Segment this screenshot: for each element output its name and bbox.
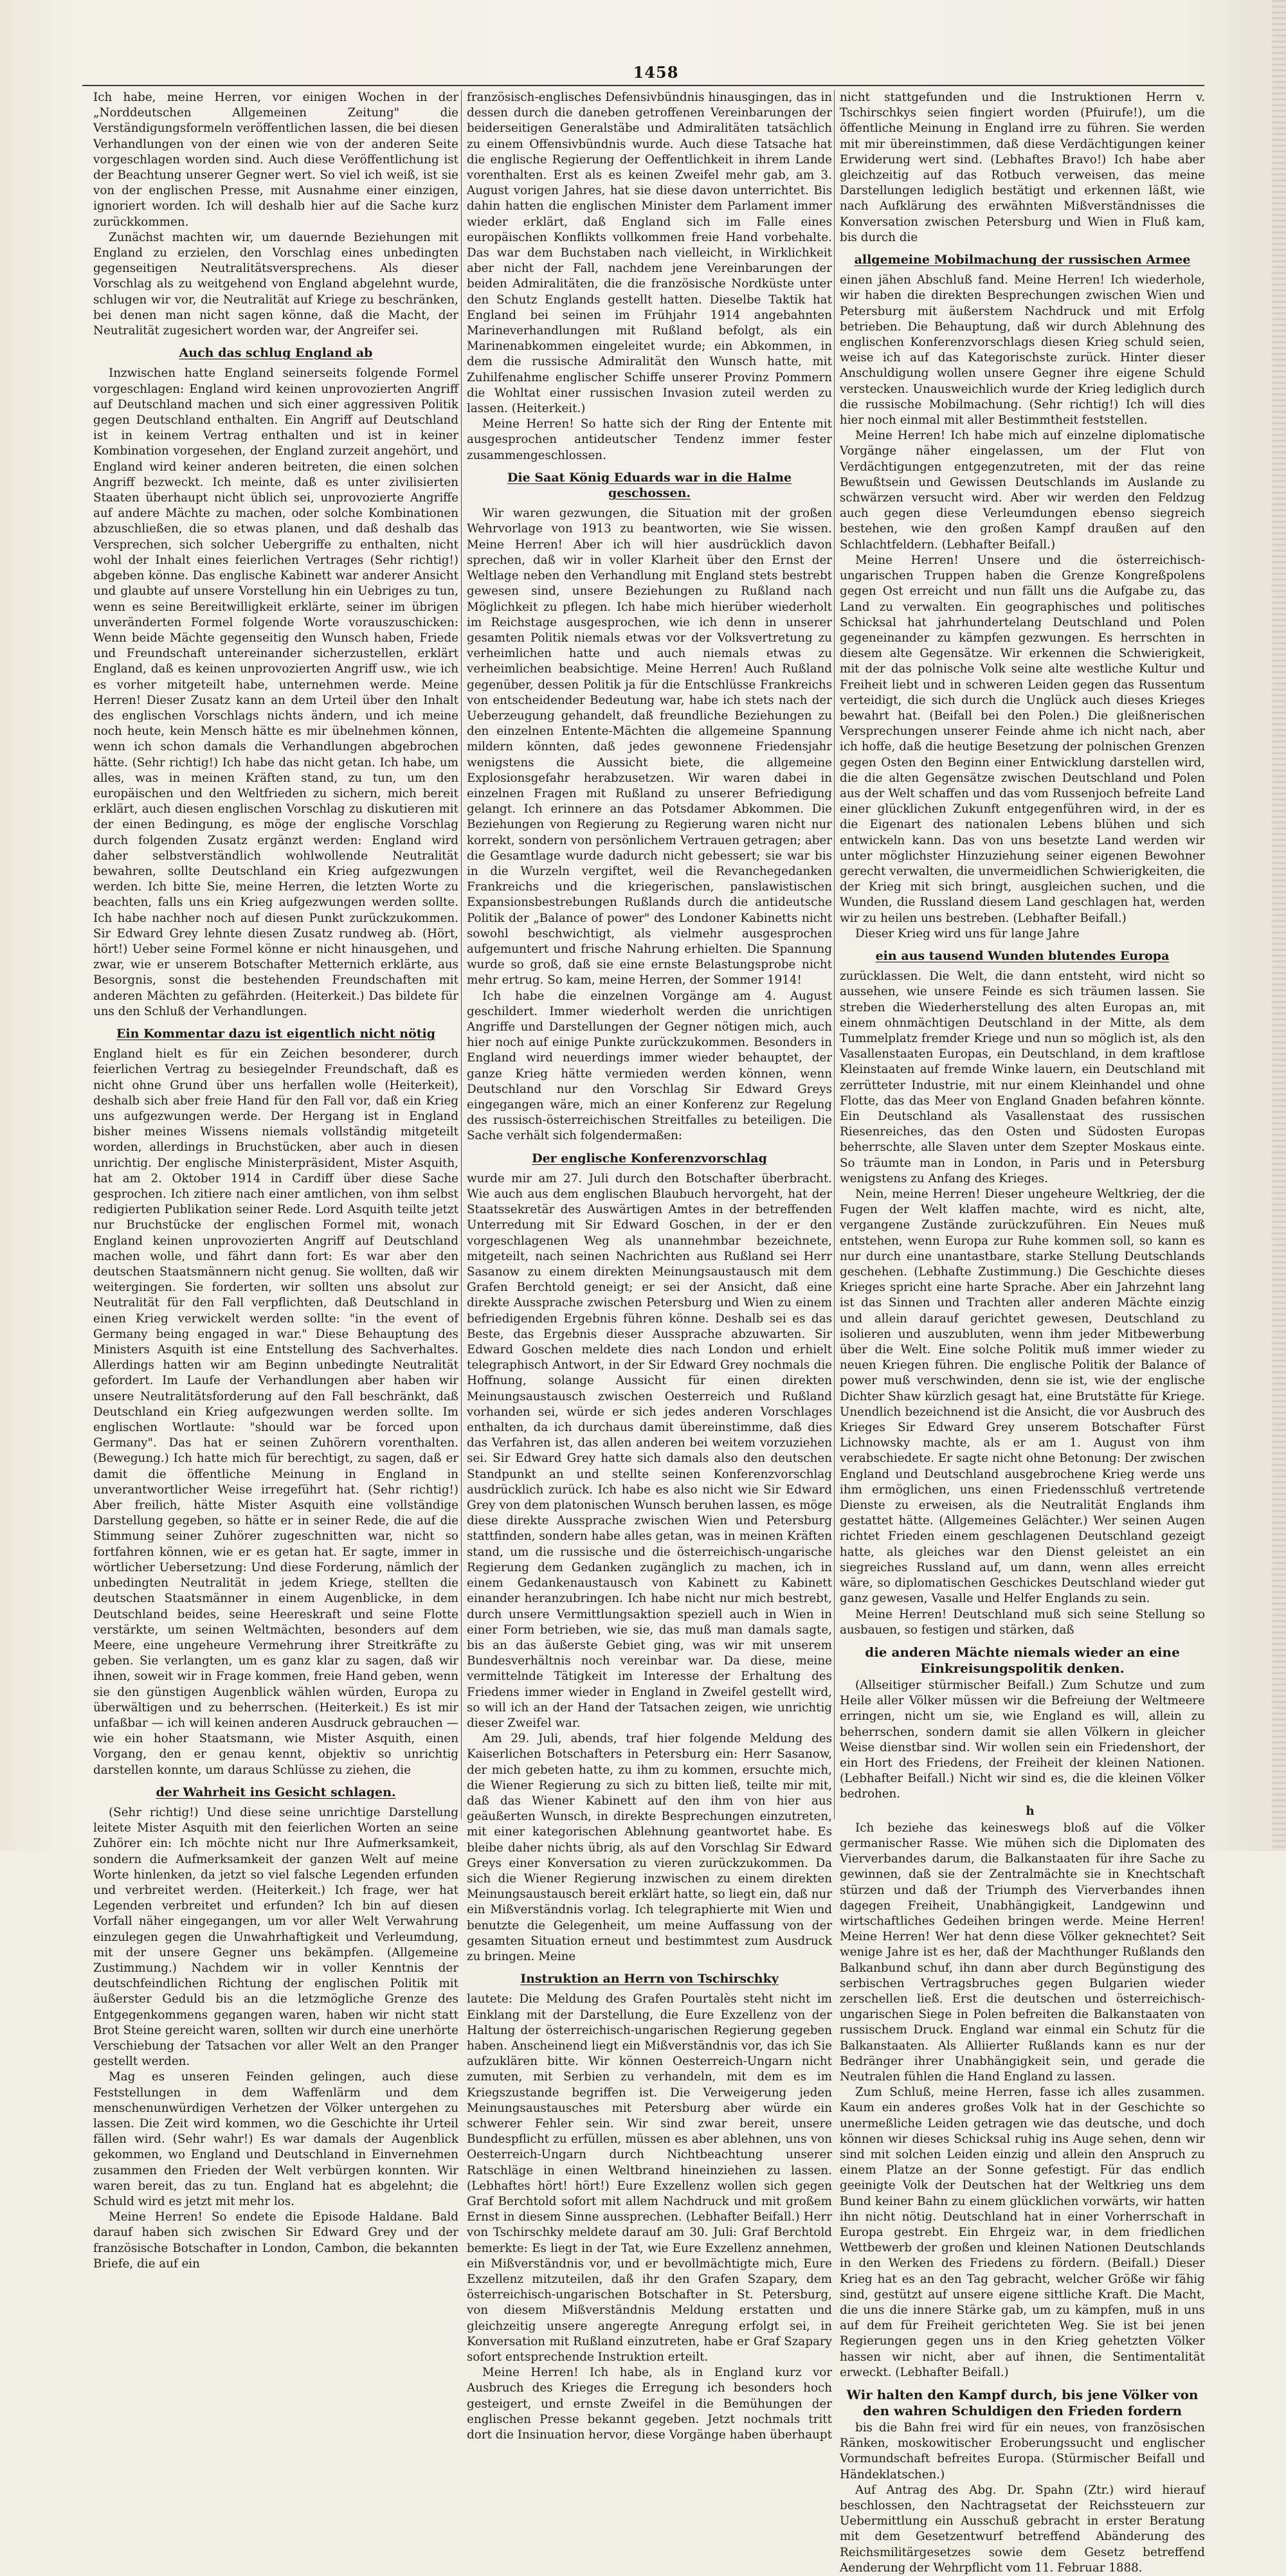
paragraph: französisch-englisches Defensivbündnis hinausgingen, das in dessen durch die daneben getroffenen Vereinbarungen der beiderseitigen Generalstäbe und Admiralitäten tatsächlich zu einem Offensivbündnis wurde. Auch diese Tatsache hat die englische Regierung der Oeffentlichkeit in ihrem Lande vorenthalten. Erst als es keinen Zweifel mehr gab, am 3. August vorigen Jahres, hat sie diese davon unterrichtet. Bis dahin hatten die englischen Minister dem Parlament immer wieder erklärt, daß England sich im Falle eines europäischen Konflikts vollkommen freie Hand vorbehalte. Das war dem Buchstaben nach vielleicht, in Wirklichkeit aber nicht der Fall, nachdem jene Vereinbarungen der beiden Admiralitäten, die die französische Nordküste unter den Schutz Englands gestellt hatten. Dieselbe Taktik hat England bei seinen im Frühjahr 1914 angebahnten Marineverhandlungen mit Rußland befolgt, als ein Marinenabkommen eingeleitet wurde; ein Abkommen, in dem die russische Admiralität den Wunsch hatte, mit Zuhilfenahme englischer Schiffe unserer Provinz Pommern die Wohltat einer russischen Invasion zuteil werden zu lassen. (Heiterkeit.) bbox=[467, 91, 832, 416]
paragraph: Ich beziehe das keineswegs bloß auf die Völker germanischer Rasse. Wie mühen sich die Diplomaten des Vierverbandes darum, die Balkanstaaten für ihre Sache zu gewinnen, daß sie der Zentralmächte sie in Knechtschaft stürzen und daß der Triumph des Vierverbandes ihnen dagegen Freiheit, Unabhängigkeit, Landgewinn und wirtschaftliches Gedeihen bringen werde. Meine Herren! Meine Herren! Wer hat denn diese Völker geknechtet? Seit wenige Jahre ist es her, daß der Machthunger Rußlands den Balkanbund schuf, ihn dann aber durch Begünstigung des serbischen Vertragsbruches gegen Bulgarien wieder zerschellen ließ. Erst die deutschen und österreichisch-ungarischen Siege in Polen befreiten die Balkanstaaten von russischem Druck. England war einmal ein Schutz für die Balkanstaaten. Als Alliierter Rußlands kann es nur der Bedränger ihrer Unabhängigkeit sein, und gerade die Neutralen fühlen die Hand England zu lassen. bbox=[840, 1821, 1205, 2084]
separator-mark: h bbox=[1026, 1804, 1035, 1818]
paragraph: (Allseitiger stürmischer Beifall.) Zum Schutze und zum Heile aller Völker müssen wir die Befreiung der Weltmeere erringen, nicht um sie, wie England es will, allein zu beherrschen, sondern damit sie allen Völkern in gleicher Weise dienstbar sind. Wir wollen sein ein Friedenshort, der ein Hort des Friedens, der Freiheit der kleinen Nationen. (Lebhafter Beifall.) Nicht wir sind es, die die kleinen Völker bedrohen. bbox=[840, 1678, 1205, 1801]
column-divider bbox=[834, 90, 835, 1819]
section-heading: Ein Kommentar dazu ist eigentlich nicht nötig bbox=[116, 1026, 436, 1041]
paragraph: England hielt es für ein Zeichen besonderer, durch feierlichen Vertrag zu besiegelnder Freundschaft, daß es nicht ohne Grund über uns herfallen wolle (Heiterkeit), deshalb sich aber freie Hand für den Fall vor, daß ein Krieg uns aufgezwungen werde. Der Hergang ist in England bisher meines Wissens niemals vollständig mitgeteilt worden, allerdings in Bruchstücken, aber auch in diesen unrichtig. Der englische Ministerpräsident, Mister Asquith, hat am 2. Oktober 1914 in Cardiff über diese Sache gesprochen. Ich zitiere nach einer amtlichen, von ihm selbst redigierten Publikation seiner Rede. Lord Asquith teilte jetzt nur Bruchstücke der englischen Formel mit, wonach England keinen unprovozierten Angriff auf Deutschland machen wolle, und fährt dann fort: Es war aber den deutschen Staatsmännern nicht genug. Sie wollten, daß wir weitergingen. Sie forderten, wir sollten uns absolut zur Neutralität für den Fall verpflichten, daß Deutschland in einen Krieg verwickelt werden sollte: "in the event of Germany being engaged in war." Diese Behauptung des Ministers Asquith ist eine Entstellung des Sachverhaltes. Allerdings hatten wir am Beginn unbedingte Neutralität gefordert. Im Laufe der Verhandlungen aber haben wir unsere Neutralitätsforderung auf den Fall beschränkt, daß Deutschland ein Krieg aufgezwungen werden sollte. Im englischen Wortlaute: "should war be forced upon Germany". Das hat er seinen Zuhörern vorenthalten. (Bewegung.) Ich hatte mich für berechtigt, zu sagen, daß er damit die öffentliche Meinung in England in unverantwortlicher Weise irregeführt hat. (Sehr richtig!) Aber freilich, hätte Mister Asquith eine vollständige Darstellung gegeben, so hätte er in seiner Rede, die auf die Stimmung seiner Zuhörer zugeschnitten war, nicht so fortfahren können, wie er es getan hat. Er sagte, immer in wörtlicher Uebersetzung: Und diese Forderung, nämlich der unbedingten Neutralität in jedem Kriege, stellten die deutschen Staatsmänner in einem Augenblicke, in dem Deutschland beides, seine Heereskraft und seine Flotte verstärkte, um seinen Weltmächten, besonders auf dem Meere, eine ungeheure Vermehrung ihrer Streitkräfte zu geben. Sie verlangten, um es ganz klar zu sagen, daß wir ihnen, soweit wir in Frage kommen, freie Hand geben, wenn sie den günstigen Augenblick wählen würden, Europa zu überwältigen und zu beherrschen. (Heiterkeit.) Es ist mir unfaßbar — ich will keinen anderen Ausdruck gebrauchen — wie ein hoher Staatsmann, wie Mister Asquith, einen Vorgang, den er genau kennt, objektiv so unrichtig darstellen konnte, um daraus Schlüsse zu ziehen, die bbox=[93, 1047, 458, 1777]
paragraph: Nein, meine Herren! Dieser ungeheure Weltkrieg, der die Fugen der Welt klaffen machte, wird es nicht, alte, vergangene Zustände zurückzuführen. Ein Neues muß entstehen, wenn Europa zur Ruhe kommen soll, so kann es nur durch eine unantastbare, starke Stellung Deutschlands geschehen. (Lebhafte Zustimmung.) Die Geschichte dieses Krieges spricht eine harte Sprache. Aber ein Jahrzehnt lang ist das Sinnen und Trachten aller anderen Mächte einzig und allein darauf gerichtet gewesen, Deutschland zu isolieren und auszubluten, wenn ihm jeder Mitbewerbung über die Welt. Eine solche Politik muß immer wieder zu neuen Kriegen führen. Die englische Politik der Balance of power muß verschwinden, denn sie ist, wie der englische Dichter Shaw kürzlich gesagt hat, eine Brutstätte für Kriege. Unendlich bezeichnend ist die Ansicht, die vor Ausbruch des Krieges Sir Edward Grey unserem Botschafter Fürst Lichnowsky machte, als er am 1. August von ihm verabschiedete. Er sagte nicht ohne Betonung: Der zwischen England und Deutschland ausgebrochene Krieg werde uns ihm ermöglichen, uns einen Friedensschluß vertretende Dienste zu erweisen, als die Neutralität Englands ihm gestattet hätte. (Allgemeines Gelächter.) Wer seinen Augen richtet Frieden einem geschlagenen Deutschland gezeigt hatte, als gleiches war den Dienst geleistet an ein siegreiches Russland auf, um dann, wenn alles erreicht wäre, so diplomatischen Geschickes Deutschland wieder gut ganz gewesen, Vasalle und Helfer Englands zu sein. bbox=[840, 1187, 1205, 1606]
section-heading: Instruktion an Herrn von Tschirschky bbox=[520, 1972, 779, 1986]
paragraph: Meine Herren! Ich habe, als in England kurz vor Ausbruch des Krieges die Erregung ich besonders hoch gesteigert, und ernste Zweifel in die Bemühungen der englischen Presse bekannt gegeben. Jetzt nochmals tritt dort die Insinuation hervor, diese Vorgänge haben überhaupt bbox=[467, 2366, 832, 2442]
page-number: 1458 bbox=[633, 63, 679, 82]
major-heading: die anderen Mächte niemals wieder an eine Einkreisungspolitik denken. bbox=[865, 1644, 1180, 1676]
section-heading: Der englische Konferenzvorschlag bbox=[532, 1151, 767, 1166]
paragraph: Am 29. Juli, abends, traf hier folgende Meldung des Kaiserlichen Botschafters in Petersburg ein: Herr Sasanow, der mich gebeten hatte, zu ihm zu kommen, ersuchte mich, die Wiener Regierung zu sich zu bitten ließ, teilte mir mit, daß das Wiener Kabinett auf den ihm von hier aus geäußerten Wunsch, in direkte Besprechungen einzutreten, mit einer kategorischen Ablehnung geantwortet habe. Es bleibe daher nichts übrig, als auf den Vorschlag Sir Edward Greys einer Konversation zu vieren zurückzukommen. Da sich die Wiener Regierung inzwischen zu einem direkten Meinungsaustausch bereit erklärt hatte, so liegt ein, daß nur ein Mißverständnis vorlag. Ich telegraphierte mit Wien und benutzte die Gelegenheit, um meine Auffassung von der gesamten Situation erneut und bestimmtest zum Ausdruck zu bringen. Meine bbox=[467, 1732, 832, 1963]
column-divider bbox=[461, 90, 462, 1819]
adjacent-page-edge bbox=[1272, 0, 1286, 1851]
paragraph: Ich habe die einzelnen Vorgänge am 4. August geschildert. Immer wiederholt werden die unrichtigen Angriffe und Darstellungen der Gegner nötigen mich, auch hier noch auf einige Punkte zurückzukommen. Besonders in England wird neuerdings immer wieder behauptet, der ganze Krieg hätte vermieden werden können, wenn Deutschland nur den Vorschlag Sir Edward Greys eingegangen wäre, mich an einer Konferenz zur Regelung des russisch-österreichischen Streitfalles zu beteiligen. Die Sache verhält sich folgendermaßen: bbox=[467, 989, 832, 1143]
paragraph: lautete: Die Meldung des Grafen Pourtalès steht nicht im Einklang mit der Darstellung, die Eure Exzellenz von der Haltung der österreichisch-ungarischen Regierung gegeben haben. Anscheinend liegt ein Mißverständnis vor, das ich Sie aufzuklären bitte. Wir können Oesterreich-Ungarn nicht zumuten, mit Serbien zu verhandeln, mit dem es im Kriegszustande begriffen ist. Die Verweigerung jeden Meinungsaustausches mit Petersburg aber würde ein schwerer Fehler sein. Wir sind zwar bereit, unsere Bundespflicht zu erfüllen, müssen es aber ablehnen, uns von Oesterreich-Ungarn durch Nichtbeachtung unserer Ratschläge in einen Weltbrand hineinziehen zu lassen. (Lebhaftes hört! hört!) Eure Exzellenz wollen sich gegen Graf Berchtold sofort mit allem Nachdruck und mit großem Ernst in diesem Sinne aussprechen. (Lebhafter Beifall.) Herr von Tschirschky meldete darauf am 30. Juli: Graf Berchtold bemerkte: Es liegt in der Tat, wie Eure Exzellenz annehmen, ein Mißverständnis vor, und er bevollmächtigte mich, Eure Exzellenz mitzuteilen, daß ihr den Grafen Szapary, dem österreichisch-ungarischen Botschafter in St. Petersburg, von diesem Mißverständnis Meldung erstatten und gleichzeitig unsere angeregte Anregung erfolgt sei, in Konversation mit Rußland einzutreten, habe er Graf Szapary sofort entsprechende Instruktion erteilt. bbox=[467, 1992, 832, 2364]
paragraph: wurde mir am 27. Juli durch den Botschafter überbracht. Wie auch aus dem englischen Blaubuch hervorgeht, hat der Staatssekretär des Auswärtigen Amtes in der betreffenden Unterredung mit Sir Edward Goschen, in der er den vorgeschlagenen Weg als unannehmbar bezeichnete, mitgeteilt, nach seinen Nachrichten aus Rußland sei Herr Sasanow zu einem direkten Meinungsaustausch mit dem Grafen Berchtold geneigt; er sei der Ansicht, daß eine direkte Aussprache zwischen Petersburg und Wien zu einem befriedigenden Ergebnis führen könne. Deshalb sei es das Beste, das Ergebnis dieser Aussprache abzuwarten. Sir Edward Goschen meldete dies nach London und erhielt telegraphisch Antwort, in der Sir Edward Grey nochmals die Hoffnung, solange Aussicht für einen direkten Meinungsaustausch zwischen Oesterreich und Rußland vorhanden sei, würde er sich jedes anderen Vorschlages enthalten, da ich durchaus damit übereinstimme, daß dies das Verfahren ist, das allen anderen bei weitem vorzuziehen sei. Sir Edward Grey hatte sich damals also den deutschen Standpunkt an und stellte seinen Konferenzvorschlag ausdrücklich zurück. Ich habe es also nicht wie Sir Edward Grey von dem platonischen Wunsch beruhen lassen, es möge diese direkte Aussprache zwischen Wien und Petersburg stattfinden, sondern habe alles getan, was in meinen Kräften stand, um die russische und die österreichisch-ungarische Regierung dem Gedanken zugänglich zu machen, ich in einem Gedankenaustausch von Kabinett zu Kabinett einander heranzubringen. Ich habe nicht nur mich bestrebt, durch unsere Vermittlungsaktion speziell auch in Wien in einer Form betrieben, wie sie, das muß man damals sagte, bis an das äußerste Gebiet ging, was wir mit unserem Bundesverhältnis noch vereinbar war. Da diese, meine vermittelnde Tätigkeit im Interesse der Erhaltung des Friedens immer wieder in England in Zweifel gestellt wird, so will ich an der Hand der Tatsachen zeigen, wie unrichtig dieser Zweifel war. bbox=[467, 1171, 832, 1730]
column-3 bbox=[840, 90, 1205, 2575]
paragraph: einen jähen Abschluß fand. Meine Herren! Ich wiederhole, wir haben die direkten Besprechungen zwischen Wien und Petersburg mit äußerstem Nachdruck und mit Erfolg betrieben. Die Behauptung, daß wir durch Ablehnung des englischen Konferenzvorschlags diesen Krieg schuld seien, weise ich auf das Kategorischste zurück. Hinter dieser Anschuldigung wollen unsere Gegner ihre eigene Schuld verstecken. Unausweichlich wurde der Krieg lediglich durch die russische Mobilmachung. (Sehr richtig!) Ich will dies hier noch einmal mit aller Bestimmtheit feststellen. bbox=[840, 273, 1205, 428]
paragraph: bis die Bahn frei wird für ein neues, von französischen Ränken, moskowitischer Eroberungssucht und englischer Vormundschaft befreites Europa. (Stürmischer Beifall und Händeklatschen.) bbox=[840, 2421, 1205, 2481]
paragraph: Meine Herren! Deutschland muß sich seine Stellung so ausbauen, so festigen und stärken, daß bbox=[840, 1607, 1205, 1637]
paragraph: Meine Herren! Ich habe mich auf einzelne diplomatische Vorgänge näher eingelassen, um der Flut von Verdächtigungen entgegenzutreten, mit der das reine Bewußtsein und Gewissen Deutschlands im Auslande zu schwärzen versucht wird. Aber wir werden den Feldzug auch gegen diese Verleumdungen ebenso siegreich bestehen, wie den großen Kampf draußen auf den Schlachtfeldern. (Lebhafter Beifall.) bbox=[840, 429, 1205, 552]
section-heading: Die Saat König Eduards war in die Halme geschossen. bbox=[507, 470, 792, 501]
column-2 bbox=[467, 90, 832, 2442]
paragraph: Auf Antrag des Abg. Dr. Spahn (Ztr.) wird hierauf beschlossen, den Nachtragsetat der Reichssteuern zur Uebermittlung ein Ausschuß gebracht in erster Beratung mit dem Gesetzentwurf betreffend Abänderung des Reichsmilitärgesetzes sowie dem Gesetz betreffend Aenderung der Wehrpflicht vom 11. Februar 1888. bbox=[840, 2483, 1205, 2575]
paragraph: Dieser Krieg wird uns für lange Jahre bbox=[855, 926, 1080, 941]
major-heading: Wir halten den Kampf durch, bis jene Völker von den wahren Schuldigen den Frieden fordern bbox=[846, 2387, 1199, 2419]
paragraph: Meine Herren! So endete die Episode Haldane. Bald darauf haben sich zwischen Sir Edward Grey und der französische Botschafter in London, Cambon, die bekannten Briefe, die auf ein bbox=[93, 2210, 458, 2271]
section-heading: Auch das schlug England ab bbox=[179, 346, 373, 361]
paragraph: Wir waren gezwungen, die Situation mit der großen Wehrvorlage von 1913 zu beantworten, wie Sie wissen. Meine Herren! Aber ich will hier ausdrücklich davon sprechen, daß wir in voller Klarheit über den Ernst der Weltlage neben den Verhandlung mit England stets bestrebt gewesen sind, unsere Beziehungen zu Rußland nach Möglichkeit zu pflegen. Ich habe mich hierüber wiederholt im Reichstage ausgesprochen, wie ich denn in unserer gesamten Politik niemals etwas vor der Volksvertretung zu verheimlichen hatte und auch niemals etwas zu verheimlichen beabsichtige. Meine Herren! Auch Rußland gegenüber, dessen Politik ja für die Entschlüsse Frankreichs von entscheidender Bedeutung war, habe ich stets nach der Ueberzeugung gehandelt, daß freundliche Beziehungen zu den einzelnen Entente-Mächten die allgemeine Spannung mildern könnten, daß jedes gewonnene Friedensjahr wenigstens die Aussicht biete, die allgemeine Explosionsgefahr herabzusetzen. Wir waren dabei in einzelnen Fragen mit Rußland zu unserer Befriedigung gelangt. Ich erinnere an das Potsdamer Abkommen. Die Beziehungen von Regierung zu Regierung waren nicht nur korrekt, sondern von persönlichem Vertrauen getragen; aber die Gesamtlage wurde dadurch nicht gebessert; sie war bis in die Wurzeln vergiftet, weil die Revanchegedanken Frankreichs und die kriegerischen, panslawistischen Expansionsbestrebungen Rußlands durch die antideutsche Politik der „Balance of power" des Londoner Kabinetts nicht sowohl beschwichtigt, als vielmehr ausgesprochen aufgemuntert und frische Nahrung erhielten. Die Spannung wurde so groß, daß sie eine ernste Belastungsprobe nicht mehr ertrug. So kam, meine Herren, der Sommer 1914! bbox=[467, 507, 832, 987]
paragraph: Ich habe, meine Herren, vor einigen Wochen in der „Norddeutschen Allgemeinen Zeitung" die Verständigungsformeln veröffentlichen lassen, die bei diesen Verhandlungen von der einen wie von der anderen Seite vorgeschlagen worden sind. Auch diese Veröffentlichung ist der Beachtung unserer Gegner wert. So viel ich weiß, ist sie von der englischen Presse, mit Ausnahme einer einzigen, ignoriert worden. Ich will deshalb hier auf die Sache kurz zurückkommen. bbox=[93, 91, 458, 229]
paragraph: nicht stattgefunden und die Instruktionen Herrn v. Tschirschkys seien fingiert worden (Pfuirufe!), um die öffentliche Meinung in England irre zu führen. Sie werden mit mir übereinstimmen, daß diese Verdächtigungen keiner Erwiderung wert sind. (Lebhaftes Bravo!) Ich habe aber gleichzeitig auf das Rotbuch verweisen, das meine Darstellungen lediglich bestätigt und erkennen läßt, wie nach Aufklärung des erwähnten Mißverständnisses die Konversation zwischen Petersburg und Wien in Fluß kam, bis durch die bbox=[840, 91, 1205, 244]
paragraph: Meine Herren! Unsere und die österreichisch-ungarischen Truppen haben die Grenze Kongreßpolens gegen Ost erreicht und nun fällt uns die Aufgabe zu, das Land zu verwalten. Ein geographisches und politisches Schicksal hat jahrhundertelang Deutschland und Polen gegeneinander zu kämpfen gezwungen. Es herrschten in diesem alte Gegensätze. Wir erkennen die Schwierigkeit, mit der das polnische Volk seine alte westliche Kultur und Freiheit liebt und in schweren Leiden gegen das Russentum verteidigt, die sich durch die Unglück auch dieses Krieges bewahrt hat. (Beifall bei den Polen.) Die gleißnerischen Versprechungen unserer Feinde ahme ich nicht nach, aber ich hoffe, daß die heutige Besetzung der polnischen Grenzen gegen Osten den Beginn einer Entwicklung darstellen wird, die die alten Gegensätze zwischen Deutschland und Polen aus der Welt schaffen und das vom Russenjoch befreite Land einer glücklichen Zukunft entgegenführen wird, in der es die Eigenart des nationalen Lebens blühen und sich entwickeln kann. Das von uns besetzte Land werden wir unter möglichster Hinzuziehung seiner eigenen Bewohner gerecht verwalten, die unvermeidlichen Schwierigkeiten, die der Krieg mit sich bringt, ausgleichen suchen, und die Wunden, die Russland diesem Land geschlagen hat, werden wir zu heilen uns bestreben. (Lebhafter Beifall.) bbox=[840, 553, 1205, 925]
section-heading: allgemeine Mobilmachung der russischen Armee bbox=[854, 253, 1191, 267]
paragraph: zurücklassen. Die Welt, die dann entsteht, wird nicht so aussehen, wie unsere Feinde es sich träumen lassen. Sie streben die Wiederherstellung des alten Europas an, mit einem ohnmächtigen Deutschland in der Mitte, als dem Tummelplatz fremder Kriege und nun so möglich ist, als den Vasallenstaaten Europas, ein Deutschland, in dem kraftlose Kleinstaaten auf fremde Winke lauern, ein Deutschland mit zerrütteter Industrie, mit nur einem Kleinhandel und ohne Flotte, das das Meer von England Gnaden befahren könnte. Ein Deutschland als Vasallenstaat des russischen Riesenreiches, das den Osten und Südosten Europas beherrschte, alle Slaven unter dem Szepter Moskaus einte. So träumte man in London, in Paris und in Petersburg wenigstens zu Anfang des Krieges. bbox=[840, 969, 1205, 1185]
section-heading: der Wahrheit ins Gesicht schlagen. bbox=[156, 1785, 396, 1799]
paragraph: Zum Schluß, meine Herren, fasse ich alles zusammen. Kaum ein anderes großes Volk hat in der Geschichte so unermeßliche Leiden getragen wie das deutsche, und doch können wir dieses Schicksal ruhig ins Auge sehen, denn wir sind mit solchen Leiden einzig und allein den Anspruch zu einem Platze an der Sonne gefestigt. Für das endlich geeinigte Volk der Deutschen hat der Weltkrieg uns dem Bund keiner Bahn zu einem glücklichen vorwärts, wir hatten ihn nicht nötig. Deutschland hat in einer Vorherrschaft in Europa gestrebt. Ein Ehrgeiz war, in dem friedlichen Wettbewerb der großen und kleinen Nationen Deutschlands in den Werken des Friedens zu fördern. (Beifall.) Dieser Krieg hat es an den Tag gebracht, welcher Größe wir fähig sind, gestützt auf unsere eigene sittliche Kraft. Die Macht, die uns die innere Stärke gab, um zu kämpfen, muß in uns auf dem für Freiheit gerichteten Weg. Sie ist bei jenen Regierungen gegen uns in den Krieg gehetzten Völker hassen wir nicht, aber auf ihnen, die Sentimentalität erweckt. (Lebhafter Beifall.) bbox=[840, 2085, 1205, 2379]
paragraph: Inzwischen hatte England seinerseits folgende Formel vorgeschlagen: England wird keinen unprovozierten Angriff auf Deutschland machen und sich einer aggressiven Politik gegen Deutschland enthalten. Ein Angriff auf Deutschland ist in keinem Vertrag enthalten und ist in keiner Kombination vorgesehen, der England zurzeit angehört, und England wird keiner anderen beitreten, die einen solchen Angriff bezweckt. Ich meinte, daß es unter zivilisierten Staaten überhaupt nicht üblich sei, unprovozierte Angriffe auf andere Mächte zu machen, oder solche Kombinationen abzuschließen, die so etwas planen, und daß deshalb das Versprechen, sich solcher Uebergriffe zu enthalten, nicht wohl der Inhalt eines feierlichen Vertrages (Sehr richtig!) abgeben könne. Das englische Kabinett war anderer Ansicht und glaubte auf unsere Vorstellung hin ein Uebriges zu tun, wenn es seine Bereitwilligkeit erklärte, seiner im übrigen unveränderten Formel folgende Worte vorauszuschicken: Wenn beide Mächte gegenseitig den Wunsch haben, Friede und Freundschaft untereinander sicherzustellen, erklärt England, daß es keinen unprovozierten Angriff usw., wie ich es vorher mitgeteilt habe, unternehmen werde. Meine Herren! Dieser Zusatz kann an dem Urteil über den Inhalt des englischen Vorschlags nichts ändern, und ich meine noch heute, kein Mensch hätte es mir übelnehmen können, wenn ich schon damals die Verhandlungen abgebrochen hätte. (Sehr richtig!) Ich habe das nicht getan. Ich habe, um alles, was in meinen Kräften stand, zu tun, um den europäischen und den Weltfrieden zu sichern, mich bereit erklärt, auch diesen englischen Vorschlag zu diskutieren mit der einen Bedingung, es möge der englische Vorschlag durch folgenden Zusatz ergänzt werden: England wird daher selbstverständlich wohlwollende Neutralität bewahren, sollte Deutschland ein Krieg aufgezwungen werden. Ich bitte Sie, meine Herren, die letzten Worte zu beachten, falls uns ein Krieg aufgezwungen werden sollte. Ich habe nachher noch auf diesen Punkt zurückzukommen. Sir Edward Grey lehnte diesen Zusatz rundweg ab. (Hört, hört!) Ueber seine Formel könne er nicht hinausgehen, und zwar, wie er unserem Botschafter Metternich erklärte, aus Besorgnis, sonst die bestehenden Freundschaften mit anderen Mächten zu gefährden. (Heiterkeit.) Das bildete für uns den Schluß der Verhandlungen. bbox=[93, 366, 458, 1018]
column-1 bbox=[93, 90, 458, 2271]
header-rule bbox=[82, 85, 1204, 86]
paragraph: Mag es unseren Feinden gelingen, auch diese Feststellungen in dem Waffenlärm und dem menschenunwürdigen Verhetzen der Völker untergehen zu lassen. Die Zeit wird kommen, wo die Geschichte ihr Urteil fällen wird. (Sehr wahr!) Es war damals der Augenblick gekommen, wo England und Deutschland in Einvernehmen zusammen den Frieden der Welt verbürgen konnten. Wir waren bereit, das zu tun. England hat es abgelehnt; die Schuld wird es jetzt mit mehr los. bbox=[93, 2070, 458, 2209]
paragraph: (Sehr richtig!) Und diese seine unrichtige Darstellung leitete Mister Asquith mit den feierlichen Worten an seine Zuhörer ein: Ich möchte nicht nur Ihre Aufmerksamkeit, sondern die Aufmerksamkeit der ganzen Welt auf meine Worte hinlenken, da jetzt so viel falsche Legenden erfunden und verbreitet werden. (Heiterkeit.) Ich frage, wer hat Legenden verbreitet und erfunden? Ich bin auf diesen Vorfall näher eingegangen, um vor aller Welt Verwahrung einzulegen gegen die Unwahrhaftigkeit und Verleumdung, mit der unsere Gegner uns bekämpfen. (Allgemeine Zustimmung.) Nachdem wir in voller Kenntnis der deutschfeindlichen Richtung der englischen Politik mit äußerster Geduld bis an die letzmögliche Grenze des Entgegenkommens gegangen waren, haben wir nicht statt Brot Steine gereicht waren, sollten wir durch eine unerhörte Verschiebung der Tatsachen vor aller Welt an den Pranger gestellt werden. bbox=[93, 1805, 458, 2069]
paragraph: Meine Herren! So hatte sich der Ring der Entente mit ausgesprochen antideutscher Tendenz immer fester zusammengeschlossen. bbox=[467, 417, 832, 462]
section-heading: ein aus tausend Wunden blutendes Europa bbox=[875, 948, 1170, 963]
paragraph: Zunächst machten wir, um dauernde Beziehungen mit England zu erzielen, den Vorschlag eines unbedingten gegenseitigen Neutralitätsversprechens. Als dieser Vorschlag als zu weitgehend von England abgelehnt wurde, schlugen wir vor, die Neutralität auf Kriege zu beschränken, bei denen man nicht sagen könne, daß die Macht, der Neutralität zugesichert worden war, der Angreifer sei. bbox=[93, 230, 458, 338]
